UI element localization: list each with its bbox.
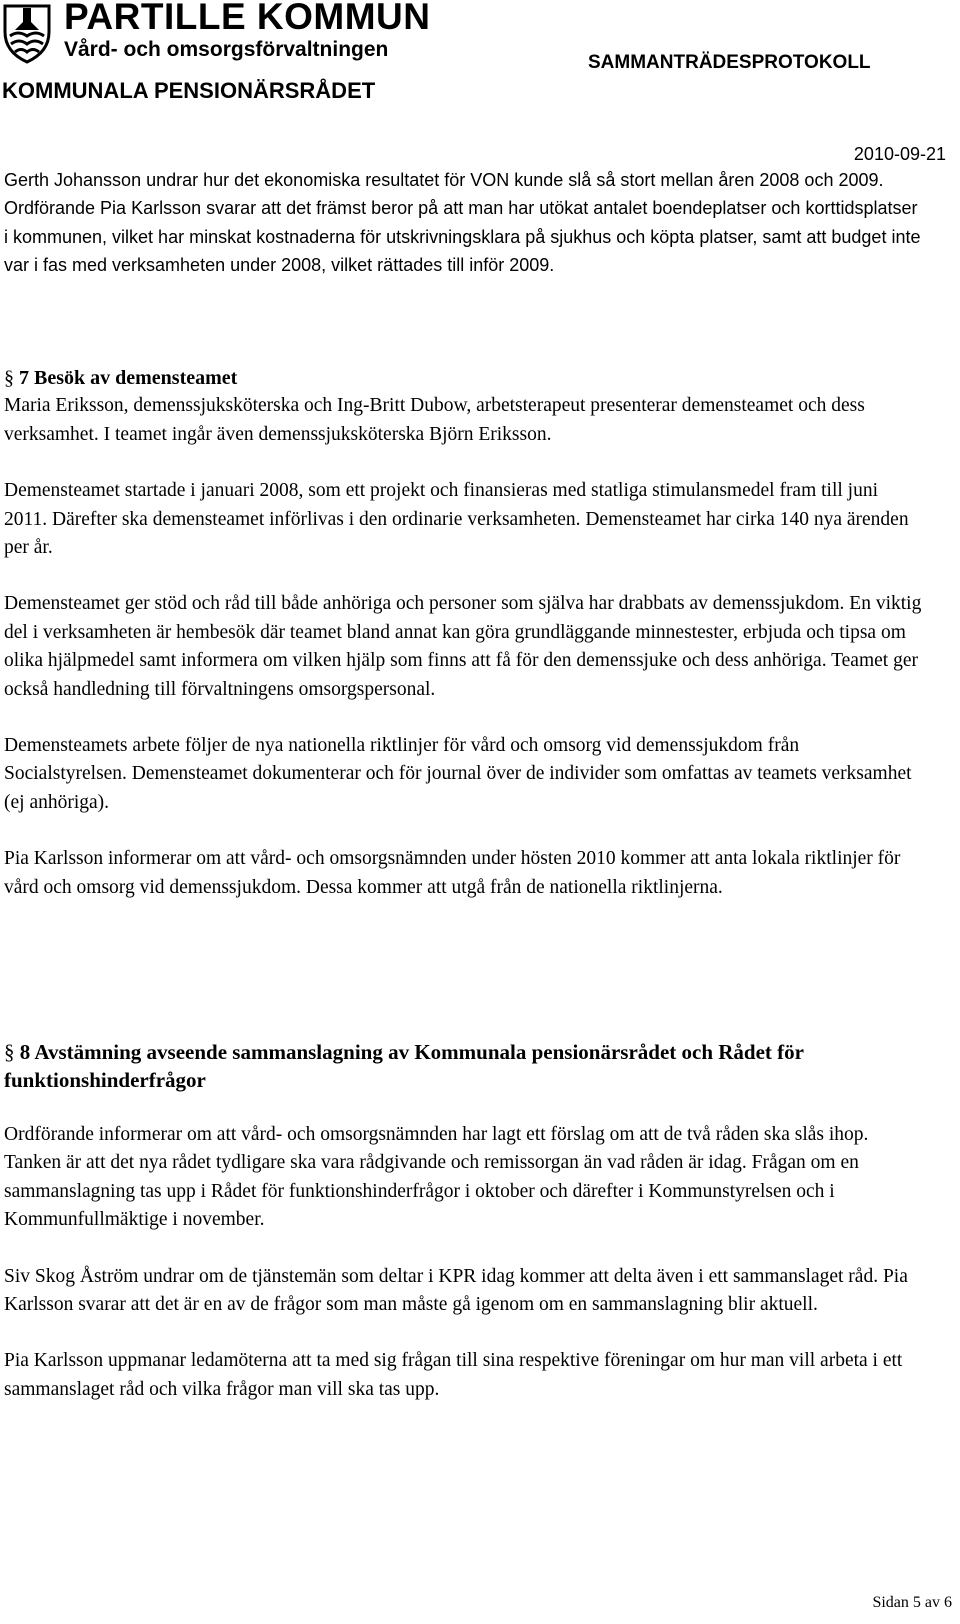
organization-name: PARTILLE KOMMUN (64, 0, 431, 37)
intro-paragraph: Gerth Johansson undrar hur det ekonomiska resultatet för VON kunde slå så stort mellan åren 2008 och 2009. Ordförande Pia Karlsson svarar att det främst beror på att man har utökat antalet boendeplatser och korttidsplatser i kommunen, vilket har minskat kostnaderna för utskrivningsklara på sjukhus och köpta platser, samt att budget inte var i fas med verksamheten under 2008, vilket rättades till inför 2009. (4, 170, 921, 276)
section-8-title: 8 Avstämning avseende sammanslagning av Kommunala pensionärsrådet och Rådet för funktionshinderfrågor (4, 1040, 804, 1092)
section-8-heading (4, 1038, 924, 1094)
council-name: KOMMUNALA PENSIONÄRSRÅDET (2, 78, 376, 103)
section-sign: § (4, 1040, 15, 1064)
department-name: Vård- och omsorgsförvaltningen (64, 38, 389, 61)
meeting-date: 2010-09-21 (853, 144, 946, 164)
municipal-crest-icon (2, 2, 52, 64)
page-number: Sidan 5 av 6 (872, 1594, 952, 1611)
document-type: SAMMANTRÄDESPROTOKOLL (588, 52, 871, 73)
section-sign: § (4, 367, 14, 389)
intro-section (4, 166, 924, 280)
section-7-paragraph: Pia Karlsson informerar om att vård- och omsorgsnämnden under hösten 2010 kommer att anta lokala riktlinjer för vård och omsorg vid demenssjukdom. Dessa kommer att utgå från de nationella riktlinjerna. (4, 848, 901, 898)
section-8-paragraph: Ordförande informerar om att vård- och omsorgsnämnden har lagt ett förslag om att de två råden ska slås ihop. Tanken är att det nya rådet tydligare ska vara rådgivande och remissorgan än vad råden är idag. Frågan om en sammanslagning tas upp i Rådet för funktionshinderfrågor i oktober och därefter i Kommunstyrelsen och i Kommunfullmäktige i november. (4, 1124, 869, 1231)
section-7-title: 7 Besök av demensteamet (19, 367, 238, 389)
section-8 (4, 1038, 924, 1404)
section-8-paragraph: Siv Skog Åström undrar om de tjänstemän som deltar i KPR idag kommer att delta även i ett sammanslaget råd. Pia Karlsson svarar att det är en av de frågor som man måste gå igenom om en sammanslagning blir aktuell. (4, 1265, 908, 1316)
section-7-paragraph: Demensteamets arbete följer de nya nationella riktlinjer för vård och omsorg vid demenssjukdom från Socialstyrelsen. Demensteamet dokumenterar och för journal över de individer som omfattas av teamets verksamhet (ej anhöriga). (4, 735, 912, 813)
section-8-paragraph: Pia Karlsson uppmanar ledamöterna att ta med sig frågan till sina respektive föreningar om hur man vill arbeta i ett sammanslaget råd och vilka frågor man vill ska tas upp. (4, 1350, 903, 1400)
section-7-paragraph: Demensteamet startade i januari 2008, som ett projekt och finansieras med statliga stimulansmedel fram till juni 2011. Därefter ska demensteamet införlivas i den ordinarie verksamheten. Demensteamet har cirka 140 nya ärenden per år. (4, 480, 909, 559)
section-7-paragraph: Maria Eriksson, demenssjuksköterska och Ing-Britt Dubow, arbetsterapeut presenterar demensteamet och dess verksamhet. I teamet ingår även demenssjuksköterska Björn Eriksson. (4, 395, 865, 445)
section-7-heading (4, 364, 924, 392)
section-7-paragraph: Demensteamet ger stöd och råd till både anhöriga och personer som själva har drabbats av demenssjukdom. En viktig del i verksamheten är hembesök där teamet bland annat kan göra grundläggande minnestester, erbjuda och tipsa om olika hjälpmedel samt informera om vilken hjälp som finns att få för den demenssjuke och dess anhöriga. Teamet ger också handledning till förvaltningens omsorgspersonal. (4, 593, 922, 700)
section-7 (4, 364, 924, 902)
